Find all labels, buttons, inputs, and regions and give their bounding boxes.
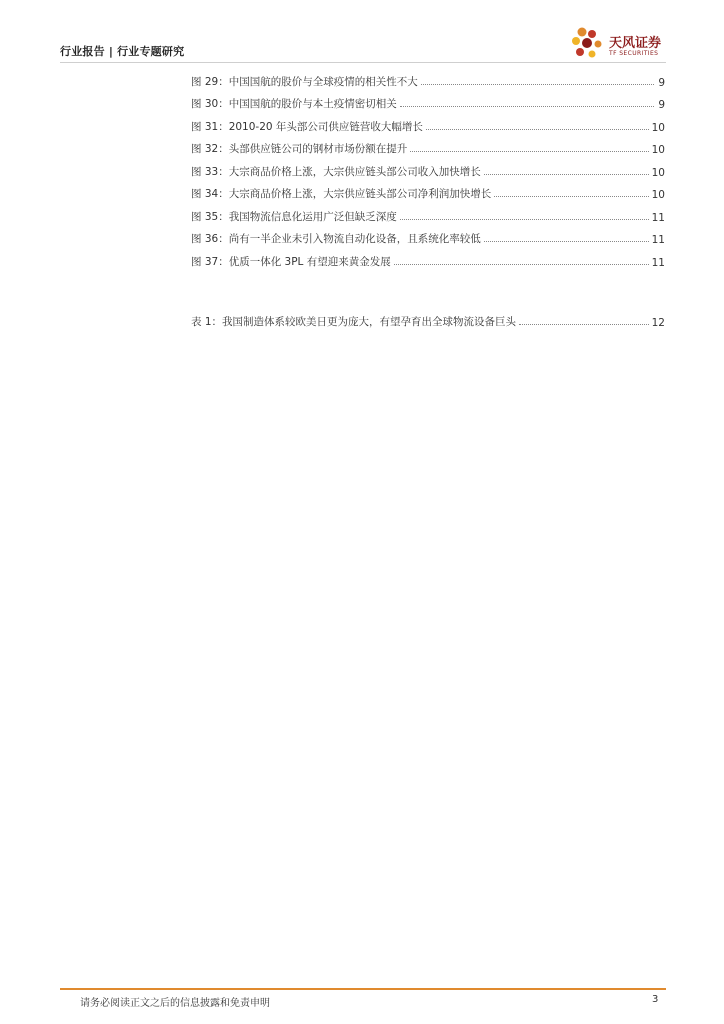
toc-entry-page: 11 [651,211,665,224]
logo-en-text: TF SECURITIES [609,50,659,57]
toc-entry-page: 12 [651,316,665,329]
toc-entry[interactable] [191,89,665,112]
header-divider [60,62,666,63]
toc-entry[interactable] [191,66,665,89]
toc-entry[interactable] [191,201,665,224]
table-toc-list [191,306,665,329]
toc-leader-dots [426,129,649,130]
toc-entry-label: 图 35：我国物流信息化运用广泛但缺乏深度 [191,210,397,223]
footer-divider [60,988,666,990]
toc-entry-page: 9 [658,76,665,89]
toc-entry[interactable] [191,134,665,157]
logo-cn-text: 天风证券 [609,36,662,51]
toc-entry-page: 10 [651,166,665,179]
toc-entry-label: 图 30：中国国航的股价与本土疫情密切相关 [191,98,397,110]
toc-entry-label: 图 36：尚有一半企业未引入物流自动化设备，且系统化率较低 [191,233,481,245]
toc-entry-label: 图 31：2010-20 年头部公司供应链营收大幅增长 [191,120,423,133]
toc-entry-label: 表 1：我国制造体系较欧美日更为庞大，有望孕育出全球物流设备巨头 [191,315,517,328]
toc-entry-page: 10 [651,144,665,156]
toc-entry-label: 图 32：头部供应链公司的钢材市场份额在提升 [191,143,408,155]
toc-entry-label: 图 37：优质一体化 3PL 有望迎来黄金发展 [191,255,391,268]
toc-entry[interactable] [191,224,665,247]
toc-entry[interactable] [191,156,665,179]
toc-leader-dots [394,264,649,265]
toc-leader-dots [494,196,648,197]
page-number: 3 [652,994,659,1005]
toc-entry[interactable] [191,246,665,269]
toc-leader-dots [421,84,654,85]
toc-entry-label: 图 34：大宗商品价格上涨，大宗供应链头部公司净利润加快增长 [191,188,492,200]
toc-entry-page: 10 [651,189,665,201]
toc-leader-dots [410,151,648,152]
footer-disclaimer: 请务必阅读正文之后的信息披露和免责申明 [80,998,270,1009]
flower-logo-icon [568,24,608,62]
toc-leader-dots [484,241,649,242]
toc-leader-dots [400,219,649,220]
report-category-header: 行业报告 | 行业专题研究 [60,45,185,58]
toc-table-entry[interactable] [191,306,665,329]
toc-leader-dots [484,174,649,175]
toc-leader-dots [519,324,649,325]
toc-entry-page: 10 [651,121,665,134]
tf-securities-logo [568,24,678,62]
toc-entry-label: 图 33：大宗商品价格上涨，大宗供应链头部公司收入加快增长 [191,165,481,178]
toc-entry-label: 图 29：中国国航的股价与全球疫情的相关性不大 [191,75,418,88]
toc-entry-page: 9 [658,99,665,111]
toc-leader-dots [400,106,654,107]
toc-entry[interactable] [191,111,665,134]
toc-entry[interactable] [191,179,665,202]
toc-entry-page: 11 [651,256,665,269]
toc-entry-page: 11 [651,234,665,246]
figure-toc-list [191,66,665,269]
